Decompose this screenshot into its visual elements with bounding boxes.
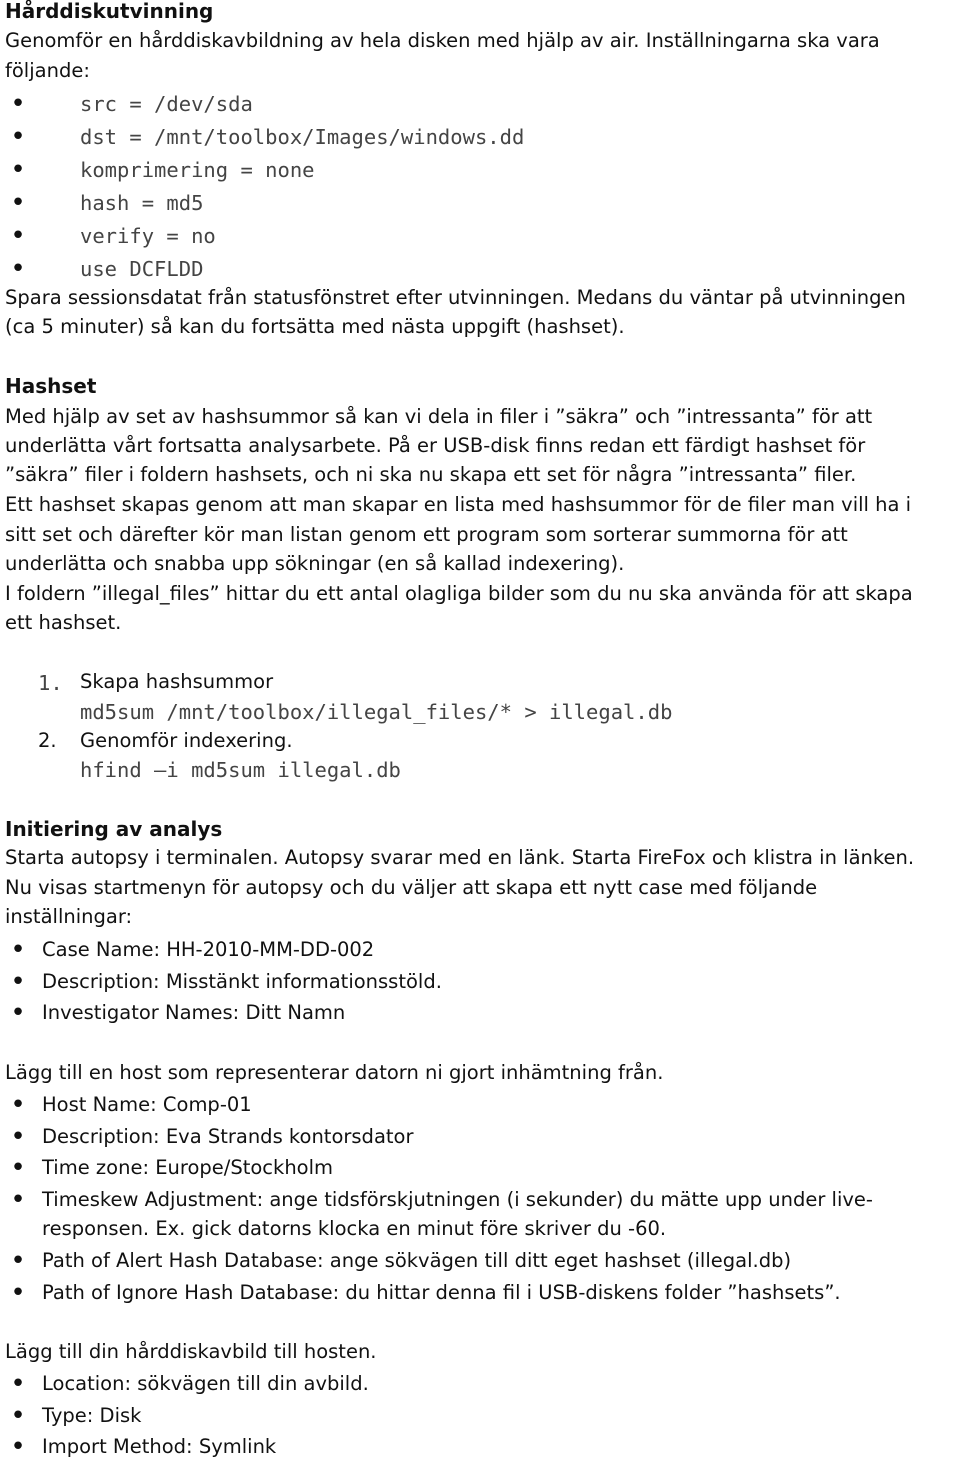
setting-src: src = /dev/sda [80, 92, 253, 116]
bullet-icon: • [10, 1369, 26, 1399]
paragraph-line: Med hjälp av set av hashsummor så kan vi dela in filer i ”säkra” och ”intressanta” för att [5, 405, 873, 428]
bullet-icon: • [10, 89, 26, 119]
host-item: Timeskew Adjustment: ange tidsförskjutningen (i sekunder) du mätte upp under live- [42, 1188, 873, 1211]
bullet-icon: • [10, 1432, 26, 1462]
step-number: 2. [38, 729, 57, 752]
paragraph-line: I foldern ”illegal_files” hittar du ett antal olagliga bilder som du nu ska använda för att skapa [5, 582, 913, 605]
host-item: Path of Ignore Hash Database: du hittar denna fil i USB-diskens folder ”hashsets”. [42, 1281, 841, 1304]
paragraph-line: ”säkra” filer i foldern hashsets, och ni ska nu skapa ett set för några ”intressanta” filer. [5, 463, 857, 486]
paragraph-line: underlätta vårt fortsatta analysarbete. På er USB-disk finns redan ett färdigt hashset för [5, 434, 866, 457]
paragraph-line: sitt set och därefter kör man listan genom ett program som sorterar summorna för att [5, 523, 848, 546]
setting-verify: verify = no [80, 224, 216, 248]
paragraph-line: (ca 5 minuter) så kan du fortsätta med nästa uppgift (hashset). [5, 315, 625, 338]
image-item: Location: sökvägen till din avbild. [42, 1372, 369, 1395]
bullet-icon: • [10, 935, 26, 965]
heading-initiering: Initiering av analys [5, 817, 223, 841]
case-item: Case Name: HH-2010-MM-DD-002 [42, 938, 375, 961]
bullet-icon: • [10, 998, 26, 1028]
bullet-icon: • [10, 967, 26, 997]
host-item: Time zone: Europe/Stockholm [42, 1156, 334, 1179]
step-label: Genomför indexering. [80, 729, 293, 752]
host-item: Host Name: Comp-01 [42, 1093, 252, 1116]
paragraph-line: underlätta och snabba upp sökningar (en så kallad indexering). [5, 552, 625, 575]
host-item: Description: Eva Strands kontorsdator [42, 1125, 414, 1148]
bullet-icon: • [10, 188, 26, 218]
paragraph-line: Lägg till din hårddiskavbild till hosten. [5, 1340, 377, 1363]
paragraph-line: Nu visas startmenyn för autopsy och du väljer att skapa ett nytt case med följande [5, 876, 818, 899]
case-item: Description: Misstänkt informationsstöld. [42, 970, 442, 993]
setting-komprimering: komprimering = none [80, 158, 315, 182]
paragraph-line: Starta autopsy i terminalen. Autopsy svarar med en länk. Starta FireFox och klistra in länken. [5, 846, 915, 869]
bullet-icon: • [10, 1246, 26, 1276]
image-item: Import Method: Symlink [42, 1435, 277, 1458]
bullet-icon: • [10, 1122, 26, 1152]
paragraph-line: Genomför en hårddiskavbildning av hela disken med hjälp av air. Inställningarna ska vara [5, 29, 880, 52]
bullet-icon: • [10, 1153, 26, 1183]
step-command: md5sum /mnt/toolbox/illegal_files/* > illegal.db [80, 700, 673, 724]
paragraph-line: Spara sessionsdatat från statusfönstret efter utvinningen. Medans du väntar på utvinningen [5, 286, 906, 309]
bullet-icon: • [10, 1090, 26, 1120]
step-command: hfind –i md5sum illegal.db [80, 758, 401, 782]
setting-use: use DCFLDD [80, 257, 204, 281]
paragraph-line: Lägg till en host som representerar datorn ni gjort inhämtning från. [5, 1061, 664, 1084]
paragraph-line: följande: [5, 59, 90, 82]
host-item-continued: responsen. Ex. gick datorns klocka en minut före skriver du -60. [42, 1217, 667, 1240]
heading-hashset: Hashset [5, 374, 97, 398]
heading-harddiskutvinning: Hårddiskutvinning [5, 0, 214, 23]
step-number: 1. [38, 671, 63, 695]
step-label: Skapa hashsummor [80, 670, 274, 693]
bullet-icon: • [10, 1278, 26, 1308]
paragraph-line: inställningar: [5, 905, 133, 928]
bullet-icon: • [10, 1185, 26, 1215]
paragraph-line: Ett hashset skapas genom att man skapar en lista med hashsummor för de filer man vill ha i [5, 493, 912, 516]
image-item: Type: Disk [42, 1404, 142, 1427]
setting-hash: hash = md5 [80, 191, 204, 215]
host-item: Path of Alert Hash Database: ange sökvägen till ditt eget hashset (illegal.db) [42, 1249, 792, 1272]
bullet-icon: • [10, 254, 26, 284]
case-item: Investigator Names: Ditt Namn [42, 1001, 346, 1024]
bullet-icon: • [10, 221, 26, 251]
bullet-icon: • [10, 122, 26, 152]
bullet-icon: • [10, 155, 26, 185]
bullet-icon: • [10, 1401, 26, 1431]
setting-dst: dst = /mnt/toolbox/Images/windows.dd [80, 125, 525, 149]
paragraph-line: ett hashset. [5, 611, 122, 634]
